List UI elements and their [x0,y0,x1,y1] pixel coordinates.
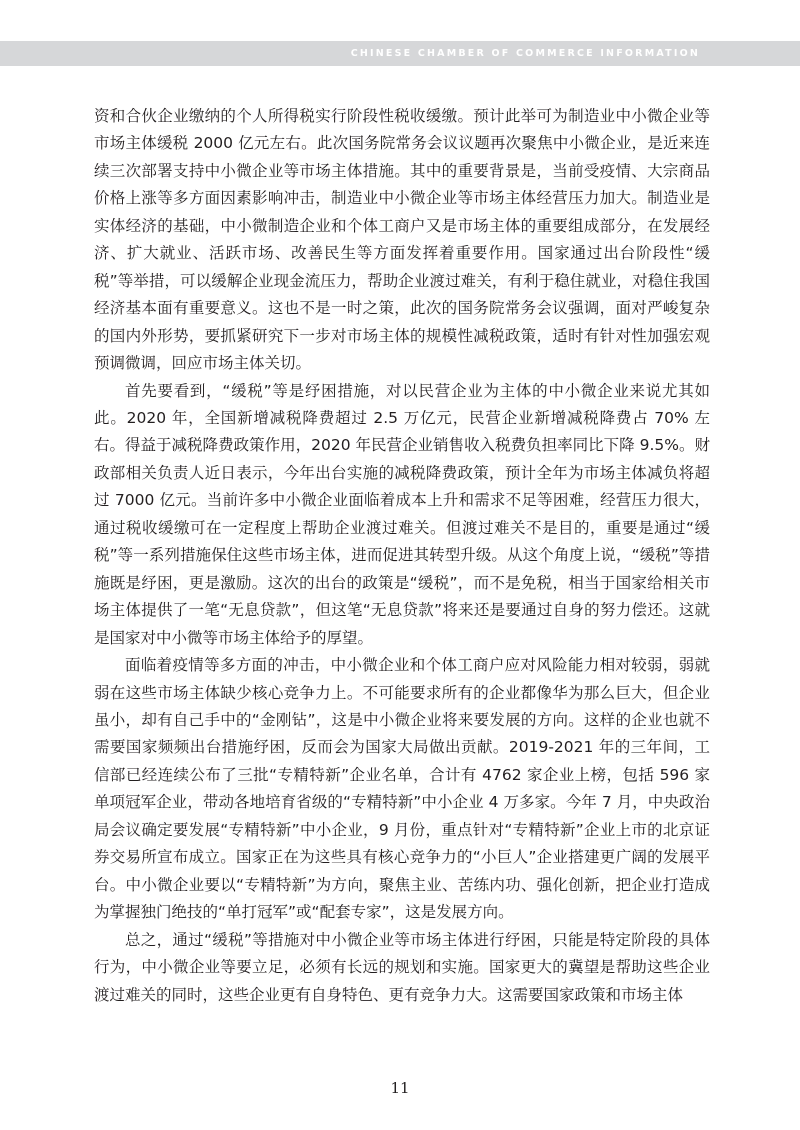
running-header-title: CHINESE CHAMBER OF COMMERCE INFORMATION [350,48,700,59]
page-number: 11 [390,1079,410,1097]
body-paragraph: 总之，通过“缓税”等措施对中小微企业等市场主体进行纾困，只能是特定阶段的具体行为，中小微企业等要立足，必须有长远的规划和实施。国家更大的冀望是帮助这些企业渡过难关的同时，这些企业更有自身特色、更有竞争力大。这需要国家政策和市场主体 [94,930,710,1004]
article-body [94,103,710,1009]
body-paragraph: 面临着疫情等多方面的冲击，中小微企业和个体工商户应对风险能力相对较弱，弱就弱在这些市场主体缺少核心竞争力上。不可能要求所有的企业都像华为那么巨大，但企业虽小，却有自己手中的“金刚钻”，这是中小微企业将来要发展的方向。这样的企业也就不需要国家频频出台措施纾困，反而会为国家大局做出贡献。2019-2021 年的三年间，工信部已经连续公布了三批“专精特新”企业名单，合计有 4762 家企业上榜，包括 596 家单项冠军企业，带动各地培育省级的“专精特新”中小企业 4 万多家。今年 7 月，中央政治局会议确定要发展“专精特新”中小企业，9 月份，重点针对“专精特新”企业上市的北京证券交易所宣布成立。国家正在为这些具有核心竞争力的“小巨人”企业搭建更广阔的发展平台。中小微企业要以“专精特新”为方向，聚焦主业、苦练内功、强化创新，把企业打造成为掌握独门绝技的“单打冠军”或“配套专家”，这是发展方向。 [94,656,710,922]
body-paragraph-continued: 资和合伙企业缴纳的个人所得税实行阶段性税收缓缴。预计此举可为制造业中小微企业等市场主体缓税 2000 亿元左右。此次国务院常务会议议题再次聚焦中小微企业，是近来连续三次部署支持中小微企业等市场主体措施。其中的重要背景是，当前受疫情、大宗商品价格上涨等多方面因素影响冲击，制造业中小微企业等市场主体经营压力加大。制造业是实体经济的基础，中小微制造企业和个体工商户又是市场主体的重要组成部分，在发展经济、扩大就业、活跃市场、改善民生等方面发挥着重要作用。国家通过出台阶段性“缓税”等举措，可以缓解企业现金流压力，帮助企业渡过难关，有利于稳住就业，对稳住我国经济基本面有重要意义。这也不是一时之策，此次的国务院常务会议强调，面对严峻复杂的国内外形势，要抓紧研究下一步对市场主体的规模性减税政策，适时有针对性加强宏观预调微调，回应市场主体关切。 [94,107,710,373]
running-header-band [0,41,800,66]
body-paragraph: 首先要看到，“缓税”等是纾困措施，对以民营企业为主体的中小微企业来说尤其如此。2020 年，全国新增减税降费超过 2.5 万亿元，民营企业新增减税降费占 70% 左右。得益于减税降费政策作用，2020 年民营企业销售收入税费负担率同比下降 9.5%。财政部相关负责人近日表示，今年出台实施的减税降费政策，预计全年为市场主体减负将超过 7000 亿元。当前许多中小微企业面临着成本上升和需求不足等困难，经营压力很大，通过税收缓缴可在一定程度上帮助企业渡过难关。但渡过难关不是目的，重要是通过“缓税”等一系列措施保住这些市场主体，进而促进其转型升级。从这个角度上说，“缓税”等措施既是纾困，更是激励。这次的出台的政策是“缓税”，而不是免税，相当于国家给相关市场主体提供了一笔“无息贷款”，但这笔“无息贷款”将来还是要通过自身的努力偿还。这就是国家对中小微等市场主体给予的厚望。 [94,381,710,647]
